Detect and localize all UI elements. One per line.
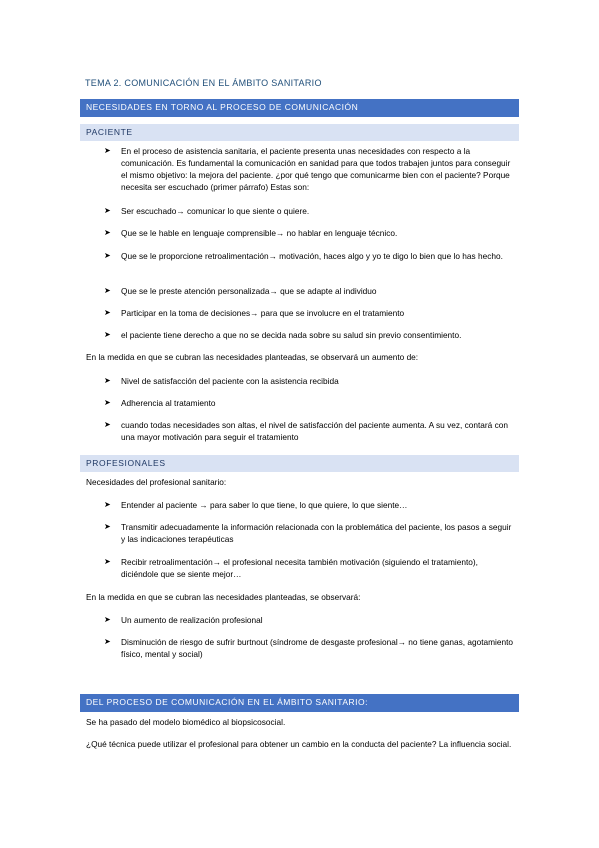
- bullet-arrow-icon: ➤: [104, 146, 111, 155]
- paragraph: Se ha pasado del modelo biomédico al biopsicosocial.: [86, 717, 286, 727]
- list-item: ➤ Disminución de riesgo de sufrir burtnout (síndrome de desgaste profesional→ no tiene ganas, agotamiento físico, mental y social): [104, 637, 514, 659]
- bullet-arrow-icon: ➤: [104, 557, 111, 566]
- bullet-arrow-icon: ➤: [104, 251, 111, 260]
- bullet-arrow-icon: ➤: [104, 522, 111, 531]
- list-item: ➤ En el proceso de asistencia sanitaria, el paciente presenta unas necesidades con respecto a la comunicación. Es fundamental la comunicación en sanidad para que todos trabajen juntos para conseguir el mismo objetivo: la mejora del paciente. ¿por qué tengo que comunicarme bien con el paciente? Porque necesita ser escuchado (primer párrafo) Estas son:: [104, 146, 511, 192]
- paragraph: Necesidades del profesional sanitario:: [86, 477, 227, 487]
- bullet-arrow-icon: ➤: [104, 286, 111, 295]
- list-item: ➤ Entender al paciente → para saber lo que tiene, lo que quiere, lo que siente…: [104, 500, 408, 510]
- section-header-necesidades: NECESIDADES EN TORNO AL PROCESO DE COMUNICACIÓN: [80, 99, 519, 117]
- bullet-arrow-icon: ➤: [104, 308, 111, 317]
- list-item: ➤ cuando todas necesidades son altas, el nivel de satisfacción del paciente aumenta. A su vez, contará con una mayor motivación para seguir el tratamiento: [104, 420, 508, 442]
- paragraph: ¿Qué técnica puede utilizar el profesional para obtener un cambio en la conducta del paciente? La influencia social.: [86, 739, 512, 749]
- list-item: ➤ Transmitir adecuadamente la información relacionada con la problemática del paciente, los pasos a seguir y las indicaciones terapéuticas: [104, 522, 512, 544]
- bullet-arrow-icon: ➤: [104, 420, 111, 429]
- bullet-arrow-icon: ➤: [104, 500, 111, 509]
- list-item: ➤ Participar en la toma de decisiones→ para que se involucre en el tratamiento: [104, 308, 405, 318]
- list-item: ➤ Que se le hable en lenguaje comprensible→ no hablar en lenguaje técnico.: [104, 228, 398, 238]
- document-title: TEMA 2. COMUNICACIÓN EN EL ÁMBITO SANITARIO: [85, 78, 322, 88]
- section-header-proceso: DEL PROCESO DE COMUNICACIÓN EN EL ÁMBITO SANITARIO:: [80, 694, 519, 712]
- paragraph: En la medida en que se cubran las necesidades planteadas, se observará un aumento de:: [86, 352, 419, 362]
- subsection-header-profesionales: PROFESIONALES: [80, 455, 519, 472]
- list-item: ➤ Que se le preste atención personalizada→ que se adapte al individuo: [104, 286, 377, 296]
- bullet-arrow-icon: ➤: [104, 637, 111, 646]
- list-item: ➤ Un aumento de realización profesional: [104, 615, 263, 625]
- bullet-arrow-icon: ➤: [104, 398, 111, 407]
- bullet-arrow-icon: ➤: [104, 206, 111, 215]
- list-item: ➤ Recibir retroalimentación→ el profesional necesita también motivación (siguiendo el tratamiento), diciéndole que se siente mejor…: [104, 557, 478, 579]
- subsection-header-paciente: PACIENTE: [80, 124, 519, 141]
- list-item: ➤ Adherencia al tratamiento: [104, 398, 216, 408]
- paragraph: En la medida en que se cubran las necesidades planteadas, se observará:: [86, 592, 361, 602]
- list-item: ➤ el paciente tiene derecho a que no se decida nada sobre su salud sin previo consentimiento.: [104, 330, 462, 340]
- bullet-arrow-icon: ➤: [104, 228, 111, 237]
- list-item: ➤ Que se le proporcione retroalimentación→ motivación, haces algo y yo te digo lo bien que lo has hecho.: [104, 251, 503, 261]
- bullet-arrow-icon: ➤: [104, 615, 111, 624]
- list-item: ➤ Ser escuchado→ comunicar lo que siente o quiere.: [104, 206, 310, 216]
- bullet-arrow-icon: ➤: [104, 330, 111, 339]
- list-item: ➤ Nivel de satisfacción del paciente con la asistencia recibida: [104, 376, 339, 386]
- bullet-arrow-icon: ➤: [104, 376, 111, 385]
